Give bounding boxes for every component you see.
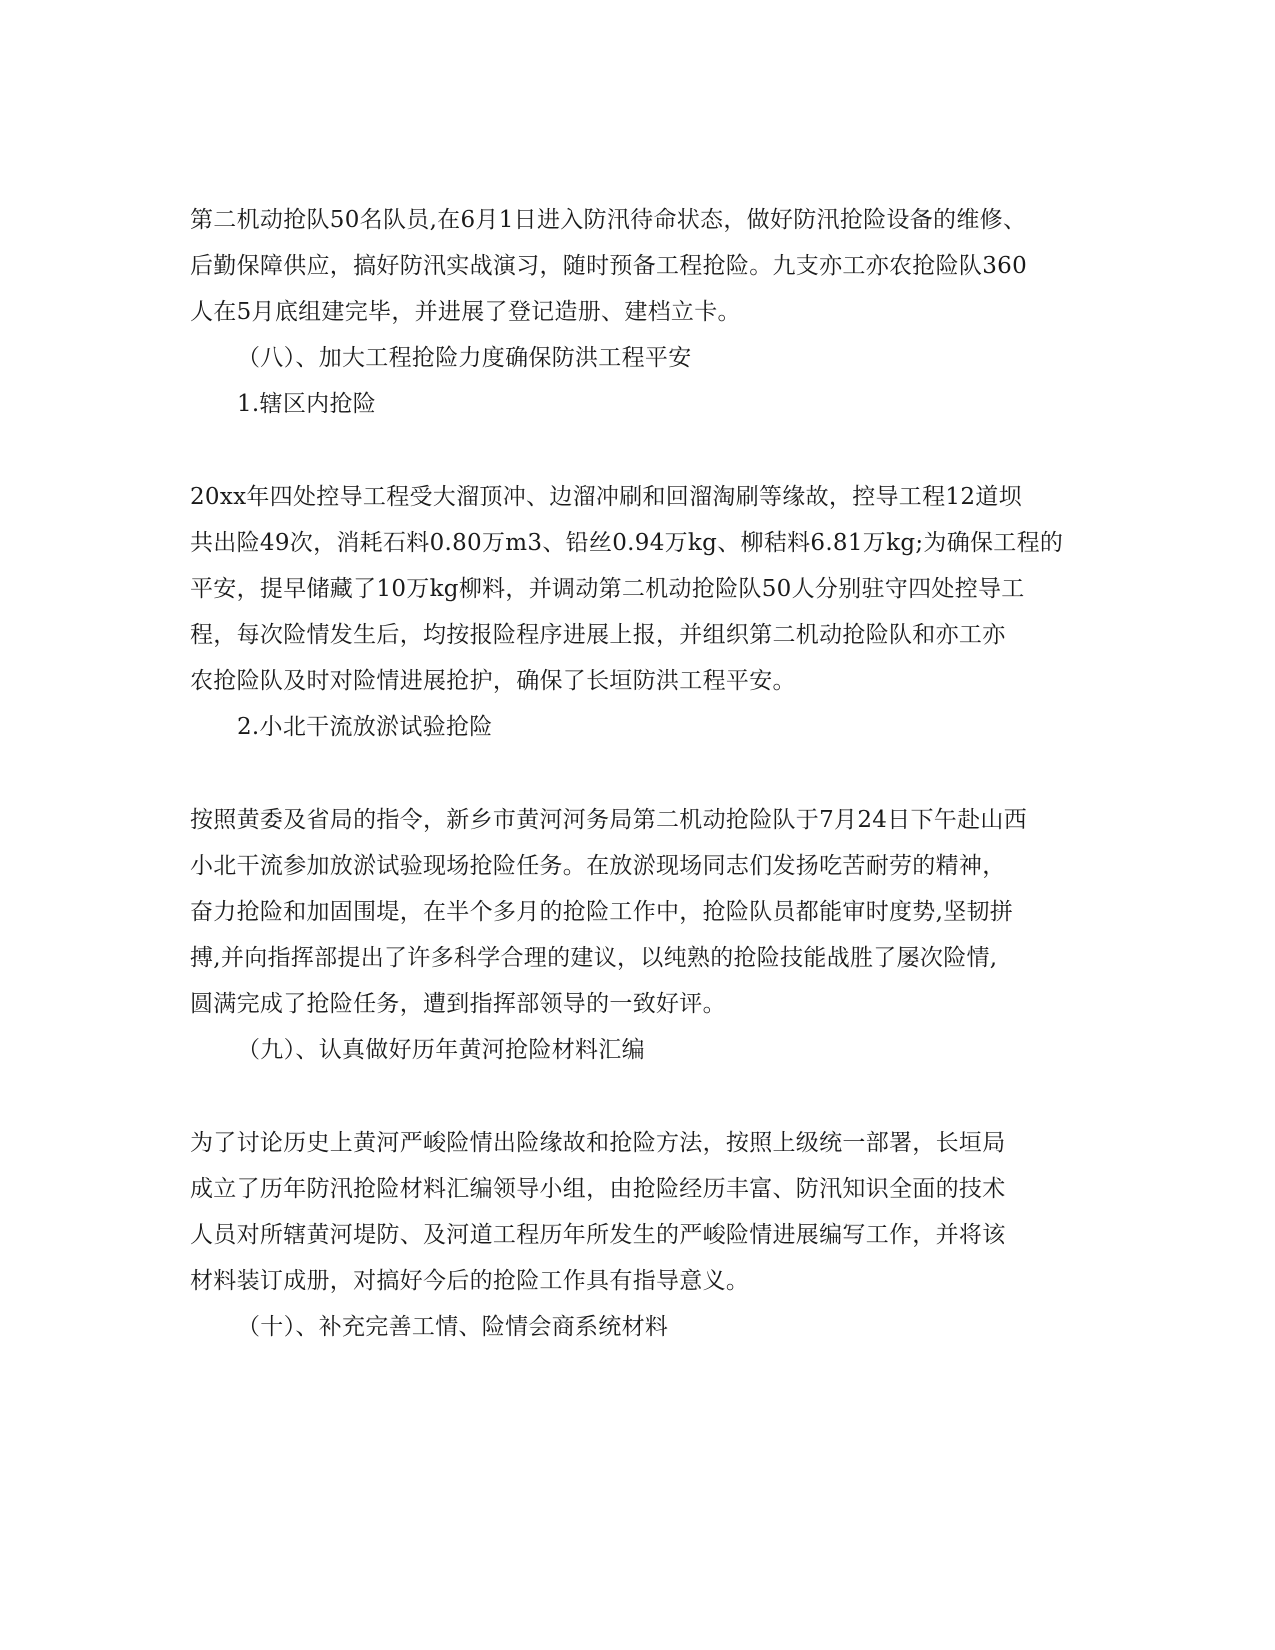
section-heading-10: （十）、补充完善工情、险情会商系统材料 — [237, 1314, 669, 1340]
paragraph-2-line-3: 平安，提早储藏了10万kg柳料，并调动第二机动抢险队50人分别驻守四处控导工 — [190, 576, 1025, 602]
paragraph-3-line-1: 按照黄委及省局的指令，新乡市黄河河务局第二机动抢险队于7月24日下午赴山西 — [190, 807, 1027, 833]
paragraph-3-line-5: 圆满完成了抢险任务，遭到指挥部领导的一致好评。 — [190, 991, 726, 1017]
paragraph-2-line-5: 农抢险队及时对险情进展抢护，确保了长垣防洪工程平安。 — [190, 668, 796, 694]
paragraph-1-line-3: 人在5月底组建完毕，并进展了登记造册、建档立卡。 — [190, 299, 741, 325]
paragraph-2-line-4: 程，每次险情发生后，均按报险程序进展上报，并组织第二机动抢险队和亦工亦 — [190, 622, 1006, 648]
paragraph-3-line-2: 小北干流参加放淤试验现场抢险任务。在放淤现场同志们发扬吃苦耐劳的精神， — [190, 853, 1006, 879]
paragraph-2-line-2: 共出险49次，消耗石料0.80万m3、铅丝0.94万kg、柳秸料6.81万kg;为确保工程的 — [190, 530, 1064, 556]
paragraph-4-line-4: 材料装订成册，对搞好今后的抢险工作具有指导意义。 — [190, 1268, 750, 1294]
section-heading-8: （八）、加大工程抢险力度确保防洪工程平安 — [237, 345, 692, 371]
paragraph-2-line-1: 20xx年四处控导工程受大溜顶冲、边溜冲刷和回溜淘刷等缘故，控导工程12道坝 — [190, 484, 1022, 510]
paragraph-4-line-2: 成立了历年防汛抢险材料汇编领导小组，由抢险经历丰富、防汛知识全面的技术 — [190, 1176, 1006, 1202]
paragraph-3-line-3: 奋力抢险和加固围堤，在半个多月的抢险工作中，抢险队员都能审时度势,坚韧拼 — [190, 899, 1014, 925]
subheading-1: 1.辖区内抢险 — [237, 391, 377, 417]
paragraph-4-line-1: 为了讨论历史上黄河严峻险情出险缘故和抢险方法，按照上级统一部署，长垣局 — [190, 1130, 1006, 1156]
paragraph-4-line-3: 人员对所辖黄河堤防、及河道工程历年所发生的严峻险情进展编写工作，并将该 — [190, 1222, 1006, 1248]
paragraph-1-line-1: 第二机动抢队50名队员,在6月1日进入防汛待命状态，做好防汛抢险设备的维修、 — [190, 207, 1027, 233]
subheading-2: 2.小北干流放淤试验抢险 — [237, 714, 493, 740]
paragraph-3-line-4: 搏,并向指挥部提出了许多科学合理的建议，以纯熟的抢险技能战胜了屡次险情, — [190, 945, 998, 971]
section-heading-9: （九）、认真做好历年黄河抢险材料汇编 — [237, 1037, 645, 1063]
paragraph-1-line-2: 后勤保障供应，搞好防汛实战演习，随时预备工程抢险。九支亦工亦农抢险队360 — [190, 253, 1027, 279]
